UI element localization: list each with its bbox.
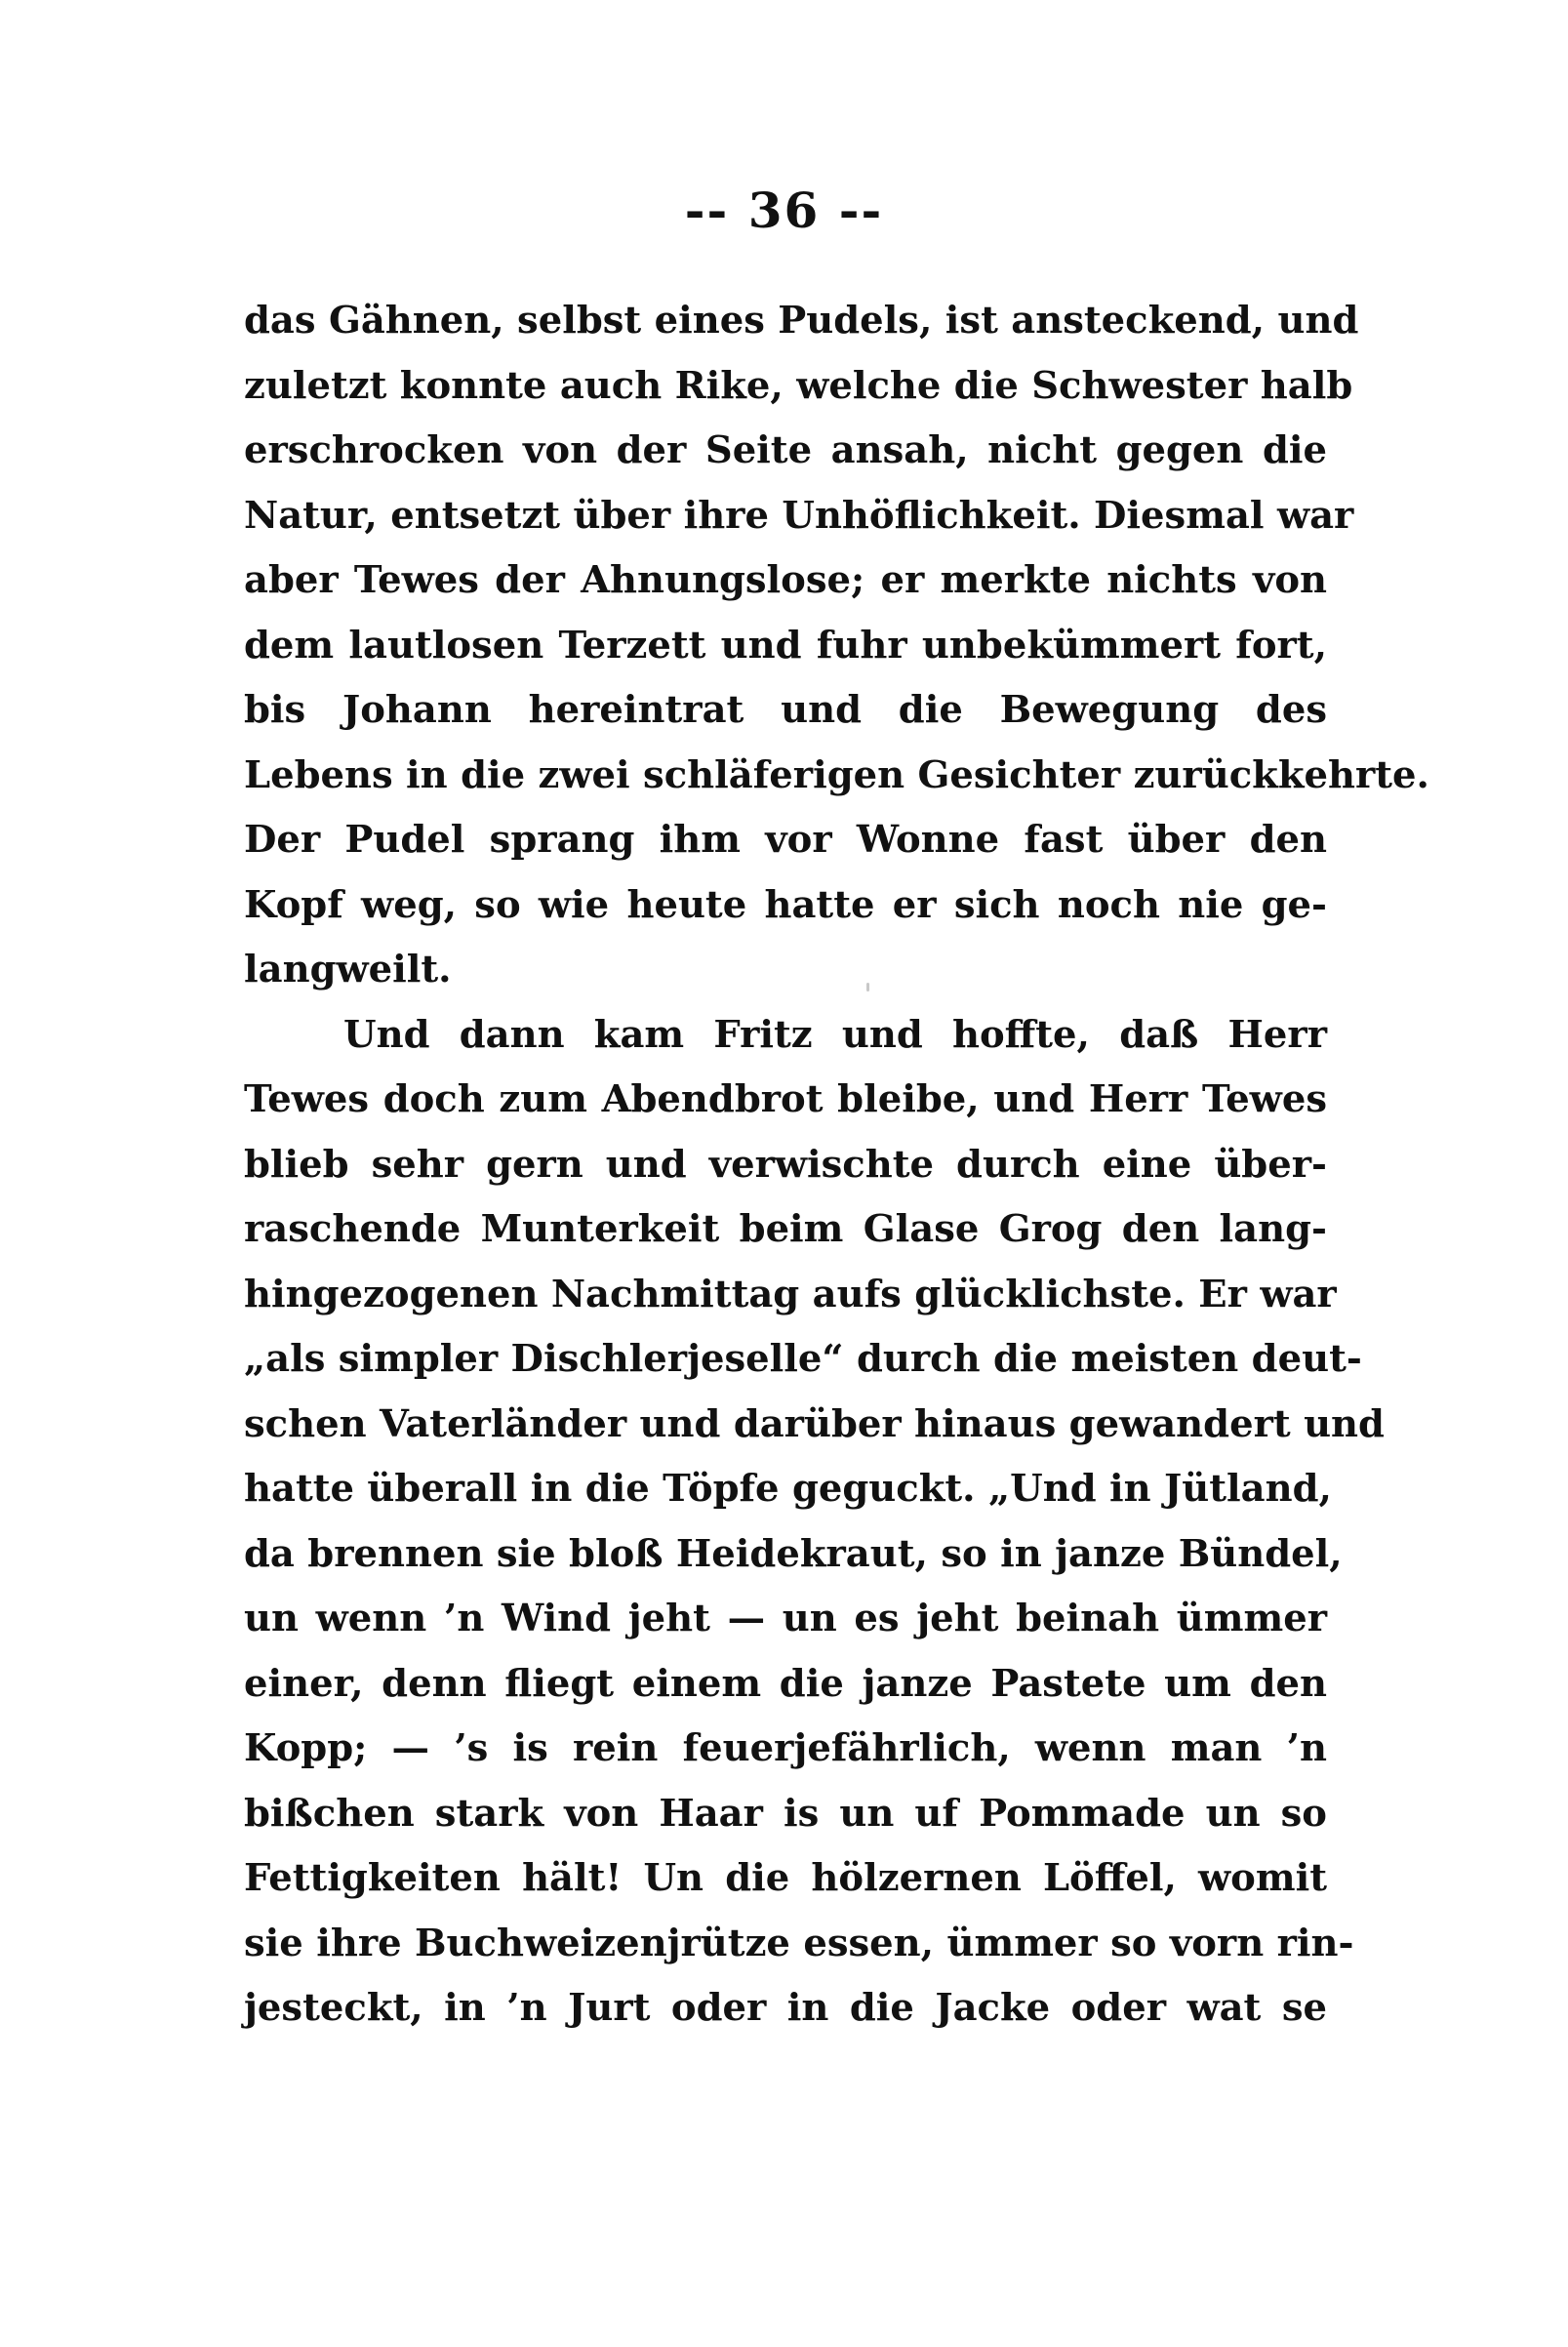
text-line: bißchen stark von Haar is un uf Pommade un so — [244, 1791, 1327, 1836]
text-line: da brennen sie bloß Heidekraut, so in janze Bündel, — [244, 1531, 1343, 1576]
text-line: bis Johann hereintrat und die Bewegung des — [244, 688, 1327, 732]
text-line: Fettigkeiten hält! Un die hölzernen Löffel, womit — [244, 1856, 1327, 1900]
text-line: hingezogenen Nachmittag aufs glücklichste. Er war — [244, 1272, 1337, 1316]
text-line: einer, denn fliegt einem die janze Pastete um den — [244, 1661, 1327, 1706]
text-line: Lebens in die zwei schläferigen Gesichter zurückkehrte. — [244, 752, 1429, 797]
text-line: un wenn ’n Wind jeht — un es jeht beinah ümmer — [244, 1597, 1327, 1640]
text-line: erschrocken von der Seite ansah, nicht gegen die — [244, 428, 1327, 472]
text-line: das Gähnen, selbst eines Pudels, ist ansteckend, und — [244, 299, 1359, 343]
text-line: Tewes doch zum Abendbrot bleibe, und Herr Tewes — [244, 1077, 1327, 1121]
text-line: Der Pudel sprang ihm vor Wonne fast über den — [244, 818, 1327, 862]
text-line: Kopp; — ’s is rein feuerjefährlich, wenn man ’n — [244, 1726, 1327, 1770]
text-line: „als simpler Dischlerjeselle“ durch die meisten deut- — [244, 1337, 1362, 1381]
text-line: langweilt. — [244, 948, 452, 991]
text-line: Natur, entsetzt über ihre Unhöflichkeit. Diesmal war — [244, 493, 1354, 538]
text-line: aber Tewes der Ahnungslose; er merkte nichts von — [244, 558, 1327, 602]
text-line: sie ihre Buchweizenjrütze essen, ümmer so vorn rin- — [244, 1921, 1354, 1965]
text-line: raschende Munterkeit beim Glase Grog den lang- — [244, 1207, 1327, 1251]
page-number: -- 36 -- — [684, 182, 884, 239]
text-line: dem lautlosen Terzett und fuhr unbekümmert fort, — [244, 623, 1327, 668]
body-text — [244, 289, 1429, 2042]
paragraph-2 — [244, 1003, 1385, 2042]
text-line: zuletzt konnte auch Rike, welche die Schwester halb — [244, 363, 1353, 408]
paragraph-1 — [244, 289, 1429, 1003]
text-line: jesteckt, in ’n Jurt oder in die Jacke oder wat se — [244, 1986, 1327, 2030]
text-line: blieb sehr gern und verwischte durch eine über- — [244, 1142, 1327, 1187]
text-line: hatte überall in die Töpfe geguckt. „Und in Jütland, — [244, 1467, 1332, 1511]
paper-speck — [866, 983, 869, 991]
text-line: schen Vaterländer und darüber hinaus gewandert und — [244, 1401, 1385, 1446]
text-line: Kopf weg, so wie heute hatte er sich noch nie ge- — [244, 882, 1327, 927]
text-line: Und dann kam Fritz und hoffte, daß Herr — [343, 1012, 1327, 1057]
